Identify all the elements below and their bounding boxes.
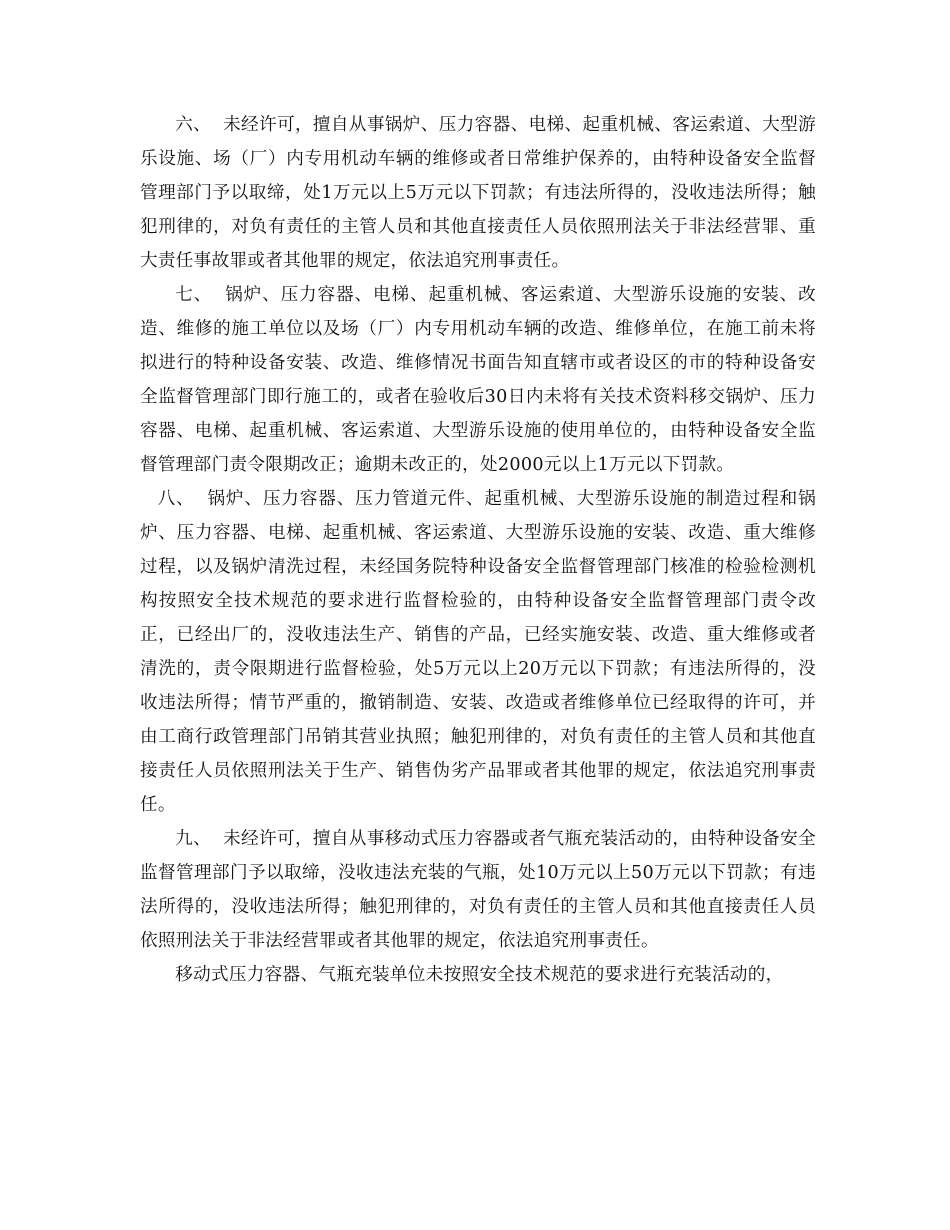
paragraph-number: 七、 [175,285,226,305]
document-page [140,108,816,992]
paragraph-number: 九、 [175,829,224,849]
paragraph-nine [140,822,816,958]
paragraph-text: 未经许可，擅自从事锅炉、压力容器、电梯、起重机械、客运索道、大型游乐设施、场（厂）内专用机动车辆的维修或者日常维护保养的，由特种设备安全监督管理部门予以取缔，处1万元以上5万元以下罚款；有违法所得的，没收违法所得；触犯刑律的，对负有责任的主管人员和其他直接责任人员依照刑法关于非法经营罪、重大责任事故罪或者其他罪的规定，依法追究刑事责任。 [140,115,817,271]
paragraph-text: 移动式压力容器、气瓶充装单位未按照安全技术规范的要求进行充装活动的， [175,965,784,985]
paragraph-six [140,108,816,278]
paragraph-text: 锅炉、压力容器、压力管道元件、起重机械、大型游乐设施的制造过程和锅炉、压力容器、电梯、起重机械、客运索道、大型游乐设施的安装、改造、重大维修过程，以及锅炉清洗过程，未经国务院特种设备安全监督管理部门核准的检验检测机构按照安全技术规范的要求进行监督检验的，由特种设备安全监督管理部门责令改正，已经出厂的，没收违法生产、销售的产品，已经实施安装、改造、重大维修或者清洗的，责令限期进行监督检验，处5万元以上20万元以下罚款；有违法所得的，没收违法所得；情节严重的，撤销制造、安装、改造或者维修单位已经取得的许可，并由工商行政管理部门吊销其营业执照；触犯刑律的，对负有责任的主管人员和其他直接责任人员依照刑法关于生产、销售伪劣产品罪或者其他罪的规定，依法追究刑事责任。 [140,489,817,815]
paragraph-continuation [140,958,816,992]
paragraph-number: 八、 [157,489,208,509]
paragraph-seven [140,278,816,482]
paragraph-text: 锅炉、压力容器、电梯、起重机械、客运索道、大型游乐设施的安装、改造、维修的施工单位以及场（厂）内专用机动车辆的改造、维修单位，在施工前未将拟进行的特种设备安装、改造、维修情况书面告知直辖市或者设区的市的特种设备安全监督管理部门即行施工的，或者在验收后30日内未将有关技术资料移交锅炉、压力容器、电梯、起重机械、客运索道、大型游乐设施的使用单位的，由特种设备安全监督管理部门责令限期改正；逾期未改正的，处2000元以上1万元以下罚款。 [140,285,816,475]
paragraph-number: 六、 [175,115,224,135]
paragraph-text: 未经许可，擅自从事移动式压力容器或者气瓶充装活动的，由特种设备安全监督管理部门予以取缔，没收违法充装的气瓶，处10万元以上50万元以下罚款；有违法所得的，没收违法所得；触犯刑律的，对负有责任的主管人员和其他直接责任人员依照刑法关于非法经营罪或者其他罪的规定，依法追究刑事责任。 [140,829,817,951]
paragraph-eight [140,482,816,822]
